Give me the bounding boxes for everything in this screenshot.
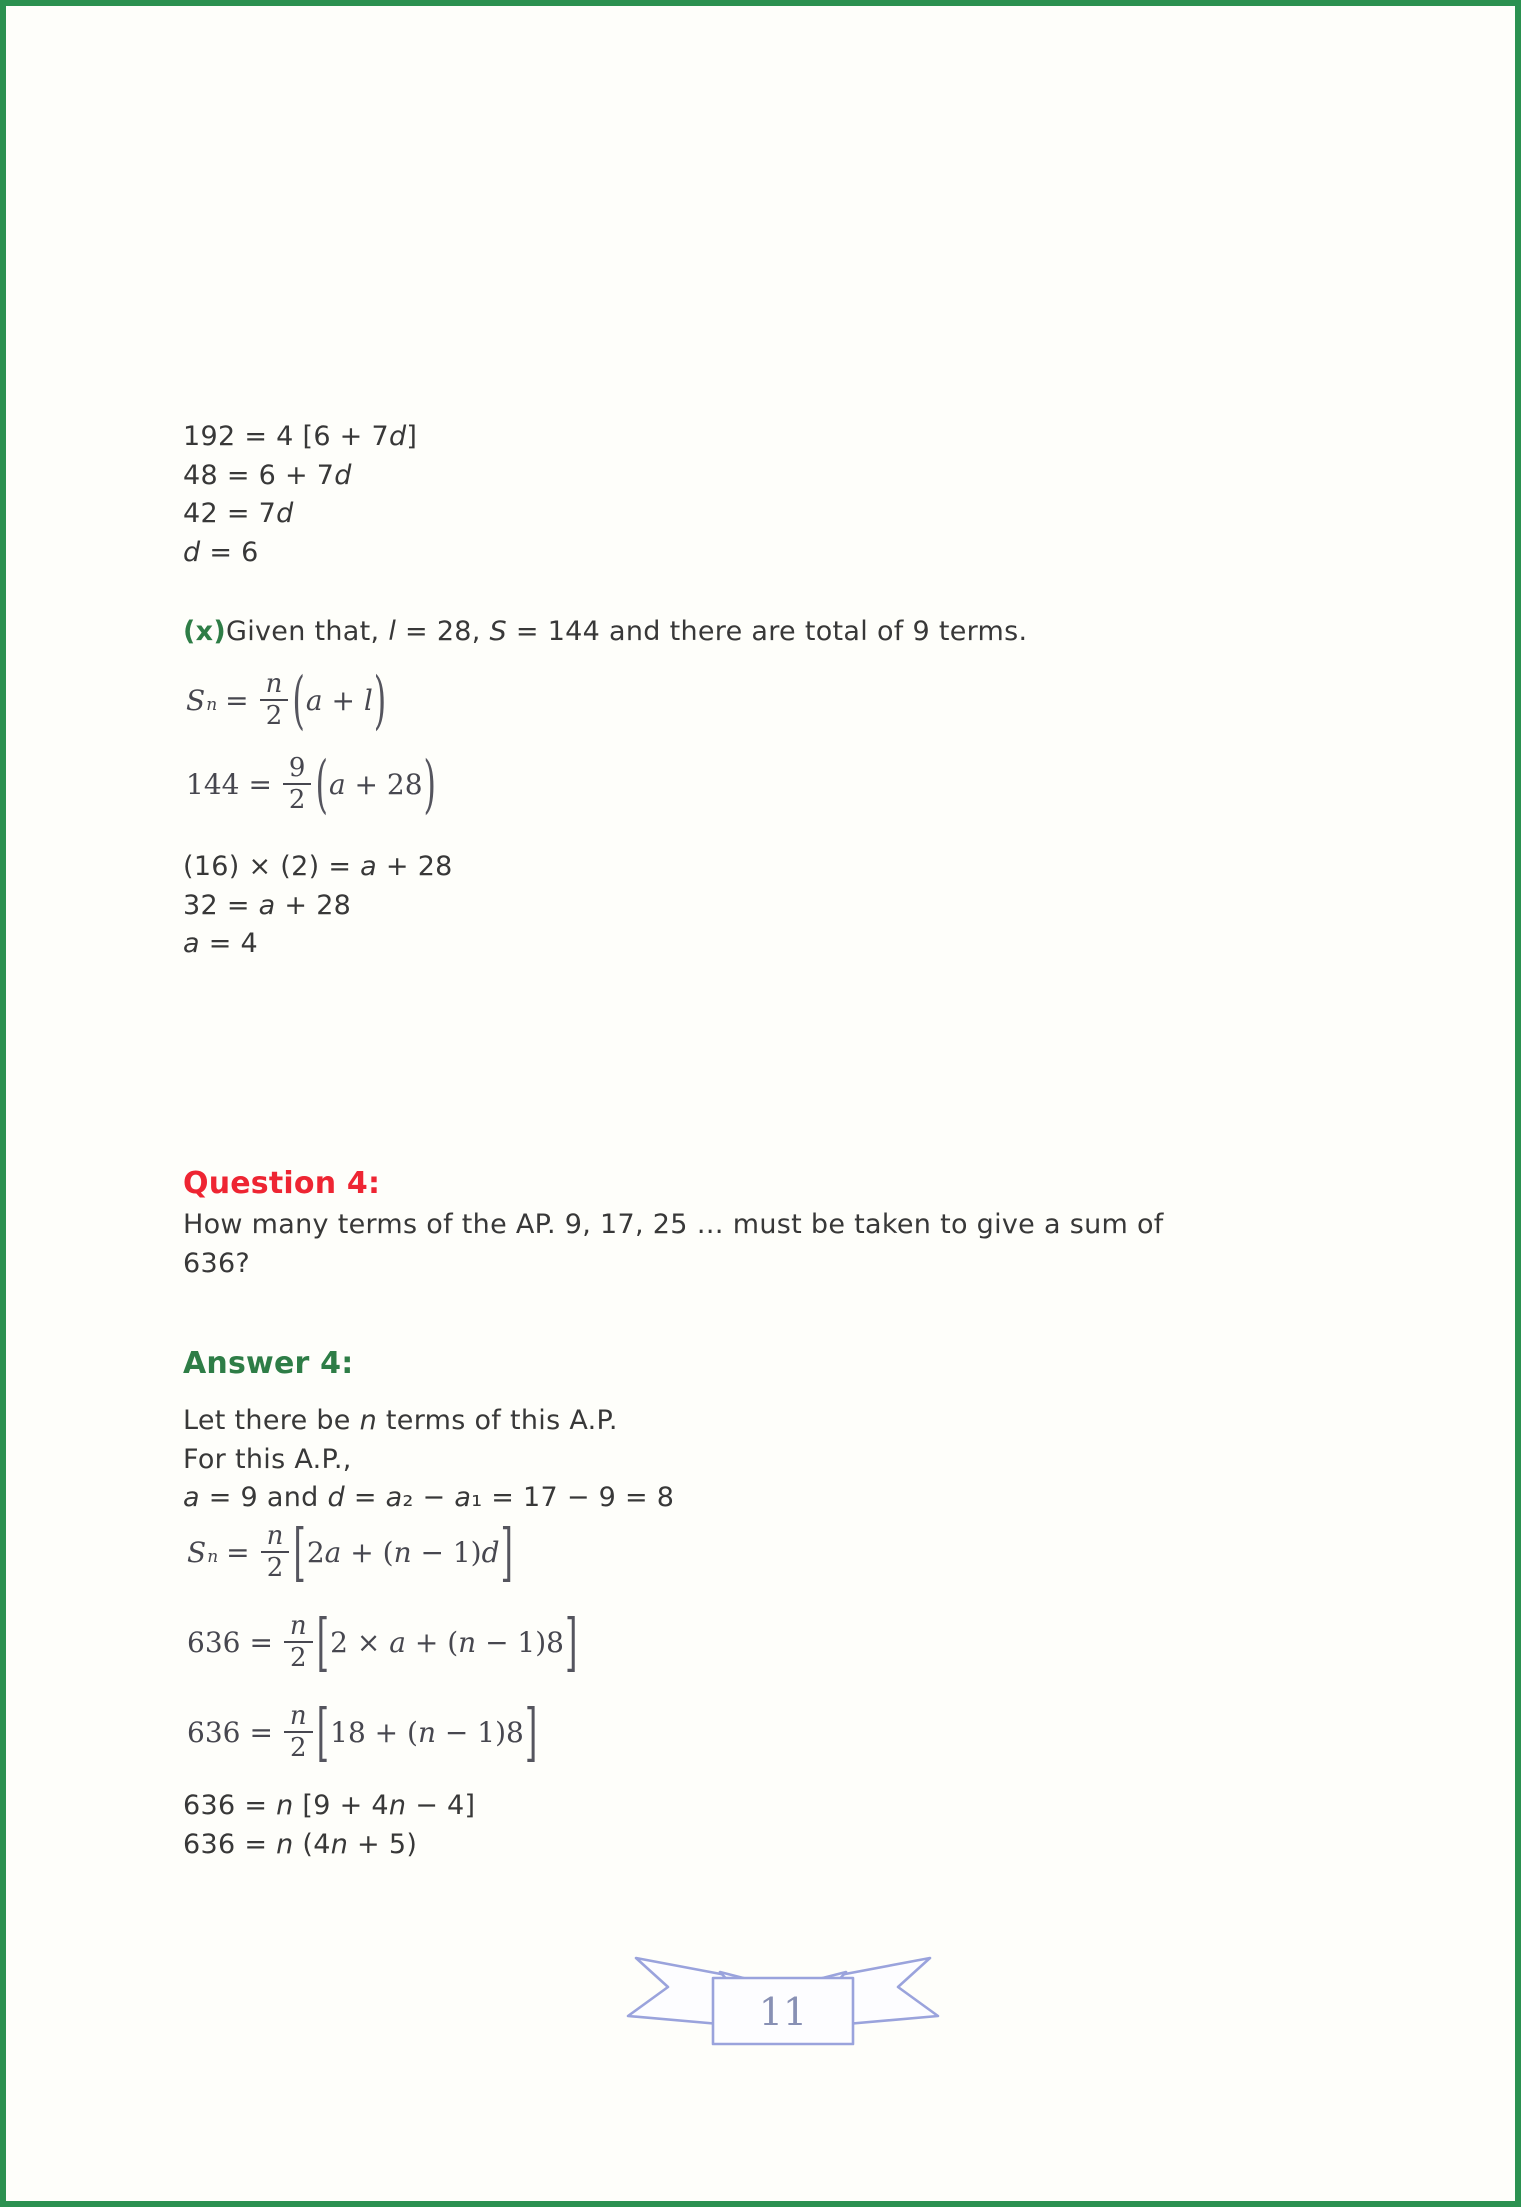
fraction-denominator: 2 xyxy=(288,785,306,816)
formula-body: a + l xyxy=(305,683,373,717)
question-4-heading: Question 4: xyxy=(183,1166,381,1201)
fraction xyxy=(261,1522,290,1582)
answer-4-intro xyxy=(183,1402,674,1518)
fraction-denominator: 2 xyxy=(290,1733,307,1764)
formula-sn-2a xyxy=(187,1515,514,1590)
step-line: 42 = 7d xyxy=(183,498,294,529)
fraction-numerator: n xyxy=(261,1522,290,1553)
formula-body: a + 28 xyxy=(328,767,423,801)
equals-sign: = xyxy=(226,1535,250,1569)
formula-lhs: S xyxy=(187,1535,207,1569)
formula-lhs: 636 xyxy=(187,1625,241,1659)
question-line: How many terms of the AP. 9, 17, 25 … must be taken to give a sum of xyxy=(183,1209,1164,1240)
formula-subscript: n xyxy=(206,694,218,715)
formula-body: 18 + (n − 1)8 xyxy=(330,1715,524,1749)
step-line: a = 4 xyxy=(183,928,259,959)
step-line: 636 = n [9 + 4n − 4] xyxy=(183,1790,476,1821)
step-line: 192 = 4 [6 + 7d] xyxy=(183,421,418,452)
formula-lhs: 636 xyxy=(187,1715,241,1749)
equals-sign: = xyxy=(225,683,249,717)
step-line: 48 = 6 + 7d xyxy=(183,459,352,491)
formula-144 xyxy=(186,747,437,822)
solution-steps-top xyxy=(183,418,417,572)
fraction-denominator: 2 xyxy=(266,1553,284,1584)
step-line: 636 = n (4n + 5) xyxy=(183,1829,418,1860)
given-text: Given that, l = 28, S = 144 and there are total of 9 terms. xyxy=(226,616,1028,647)
fraction-numerator: n xyxy=(260,670,289,701)
close-bracket: ) xyxy=(373,663,387,738)
close-bracket: ] xyxy=(524,1695,538,1770)
formula-sn-a-plus-l xyxy=(186,663,387,738)
fraction-numerator: 9 xyxy=(283,754,312,785)
page-number-label: 11 xyxy=(758,1990,808,2034)
fraction xyxy=(260,670,289,730)
page-number-ribbon xyxy=(622,1952,944,2056)
fraction-numerator: n xyxy=(284,1612,313,1643)
given-statement xyxy=(183,613,1027,652)
step-line: (16) × (2) = a + 28 xyxy=(183,851,453,882)
answer-line: Let there be n terms of this A.P. xyxy=(183,1405,618,1436)
open-bracket: [ xyxy=(316,1695,330,1770)
fraction-denominator: 2 xyxy=(290,1643,307,1674)
open-bracket: ( xyxy=(292,663,305,738)
open-bracket: ( xyxy=(315,747,328,822)
equals-sign: = xyxy=(249,1715,273,1749)
question-4-text xyxy=(183,1206,1164,1283)
close-bracket: ) xyxy=(423,747,437,822)
answer-4-heading: Answer 4: xyxy=(183,1346,354,1381)
formula-lhs: 144 xyxy=(186,767,240,801)
answer-line: For this A.P., xyxy=(183,1443,352,1475)
step-line: d = 6 xyxy=(183,536,259,568)
formula-body: 2a + (n − 1)d xyxy=(306,1535,500,1569)
fraction-denominator: 2 xyxy=(265,701,283,732)
step-line: 32 = a + 28 xyxy=(183,889,352,921)
formula-lhs: S xyxy=(186,683,206,717)
close-bracket: ] xyxy=(565,1605,578,1680)
fraction-numerator: n xyxy=(284,1702,313,1733)
part-label: (x) xyxy=(183,616,226,647)
open-bracket: [ xyxy=(316,1605,330,1680)
fraction xyxy=(284,1702,313,1762)
formula-subscript: n xyxy=(207,1546,219,1567)
equals-sign: = xyxy=(249,1625,273,1659)
answer-line: a = 9 and d = a₂ − a₁ = 17 − 9 = 8 xyxy=(183,1482,675,1513)
formula-636-2xa xyxy=(187,1605,578,1680)
solution-steps-mid xyxy=(183,848,453,964)
answer-4-steps xyxy=(183,1786,475,1864)
open-bracket: [ xyxy=(293,1515,306,1590)
close-bracket: ] xyxy=(500,1515,514,1590)
formula-636-18 xyxy=(187,1695,538,1770)
formula-body: 2 × a + (n − 1)8 xyxy=(330,1625,564,1659)
equals-sign: = xyxy=(248,767,272,801)
fraction xyxy=(284,1612,313,1672)
fraction xyxy=(283,754,312,814)
question-line: 636? xyxy=(183,1247,251,1279)
